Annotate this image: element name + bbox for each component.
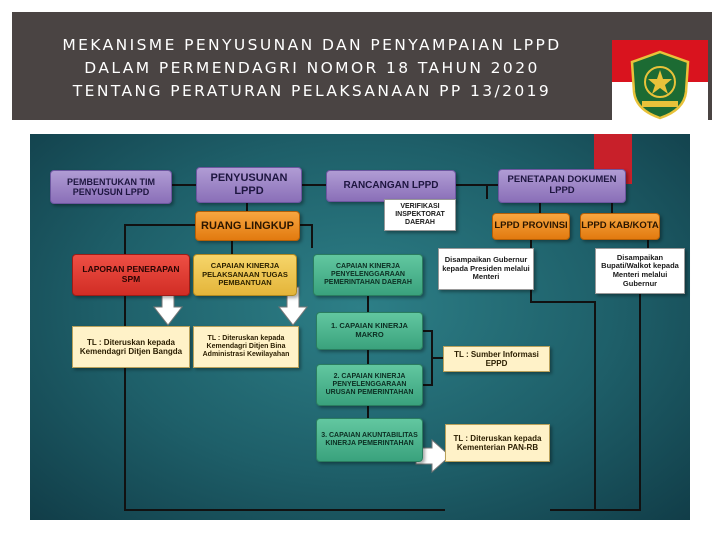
connector-line: [300, 225, 312, 248]
capaian-tugas-box: CAPAIAN KINERJA PELAKSANAAN TUGAS PEMBANTUAN: [193, 254, 297, 296]
ruang-lingkup-box: RUANG LINGKUP: [195, 211, 300, 241]
tl-panrb-note: TL : Diteruskan kepada Kementerian PAN-RB: [445, 424, 550, 462]
title-line-1: MEKANISME PENYUSUNAN DAN PENYAMPAIAN LPPD: [62, 36, 562, 54]
connector-line: [531, 290, 595, 510]
title-line-2: DALAM PERMENDAGRI NOMOR 18 TAHUN 2020: [84, 59, 540, 77]
pembentukan-tim-box: PEMBENTUKAN TIM PENYUSUN LPPD: [50, 170, 172, 204]
tl-bangda-note: TL : Diteruskan kepada Kemendagri Ditjen Bangda: [72, 326, 190, 368]
connector-line: [423, 331, 432, 385]
connector-line: [125, 225, 195, 254]
disampaikan-bupati-note: Disampaikan Bupati/Walkot kepada Menteri melalui Gubernur: [595, 248, 685, 294]
capaian-makro-box: 1. CAPAIAN KINERJA MAKRO: [316, 312, 423, 350]
tl-sumber-note: TL : Sumber Informasi EPPD: [443, 346, 550, 372]
capaian-daerah-box: CAPAIAN KINERJA PENYELENGGARAAN PEMERINTAHAN DAERAH: [313, 254, 423, 296]
penetapan-box: PENETAPAN DOKUMEN LPPD: [498, 169, 626, 203]
title-line-3: TENTANG PERATURAN PELAKSANAAN PP 13/2019: [72, 82, 552, 100]
capaian-akuntabilitas-box: 3. CAPAIAN AKUNTABILITAS KINERJA PEMERINTAHAN: [316, 418, 423, 462]
verifikasi-note: VERIFIKASI INSPEKTORAT DAERAH: [384, 199, 456, 231]
laporan-spm-box: LAPORAN PENERAPAN SPM: [72, 254, 190, 296]
capaian-urusan-box: 2. CAPAIAN KINERJA PENYELENGGARAAN URUSAN PEMERINTAHAN: [316, 364, 423, 406]
lppd-kabkota-box: LPPD KAB/KOTA: [580, 213, 660, 240]
disampaikan-gubernur-note: Disampaikan Gubernur kepada Presiden melalui Menteri: [438, 248, 534, 290]
tl-bina-adwil-note: TL : Diteruskan kepada Kemendagri Ditjen Bina Administrasi Kewilayahan: [193, 326, 299, 368]
rancangan-box: RANCANGAN LPPD: [326, 170, 456, 202]
connector-line: [595, 294, 640, 510]
penyusunan-box: PENYUSUNAN LPPD: [196, 167, 302, 203]
lppd-provinsi-box: LPPD PROVINSI: [492, 213, 570, 240]
